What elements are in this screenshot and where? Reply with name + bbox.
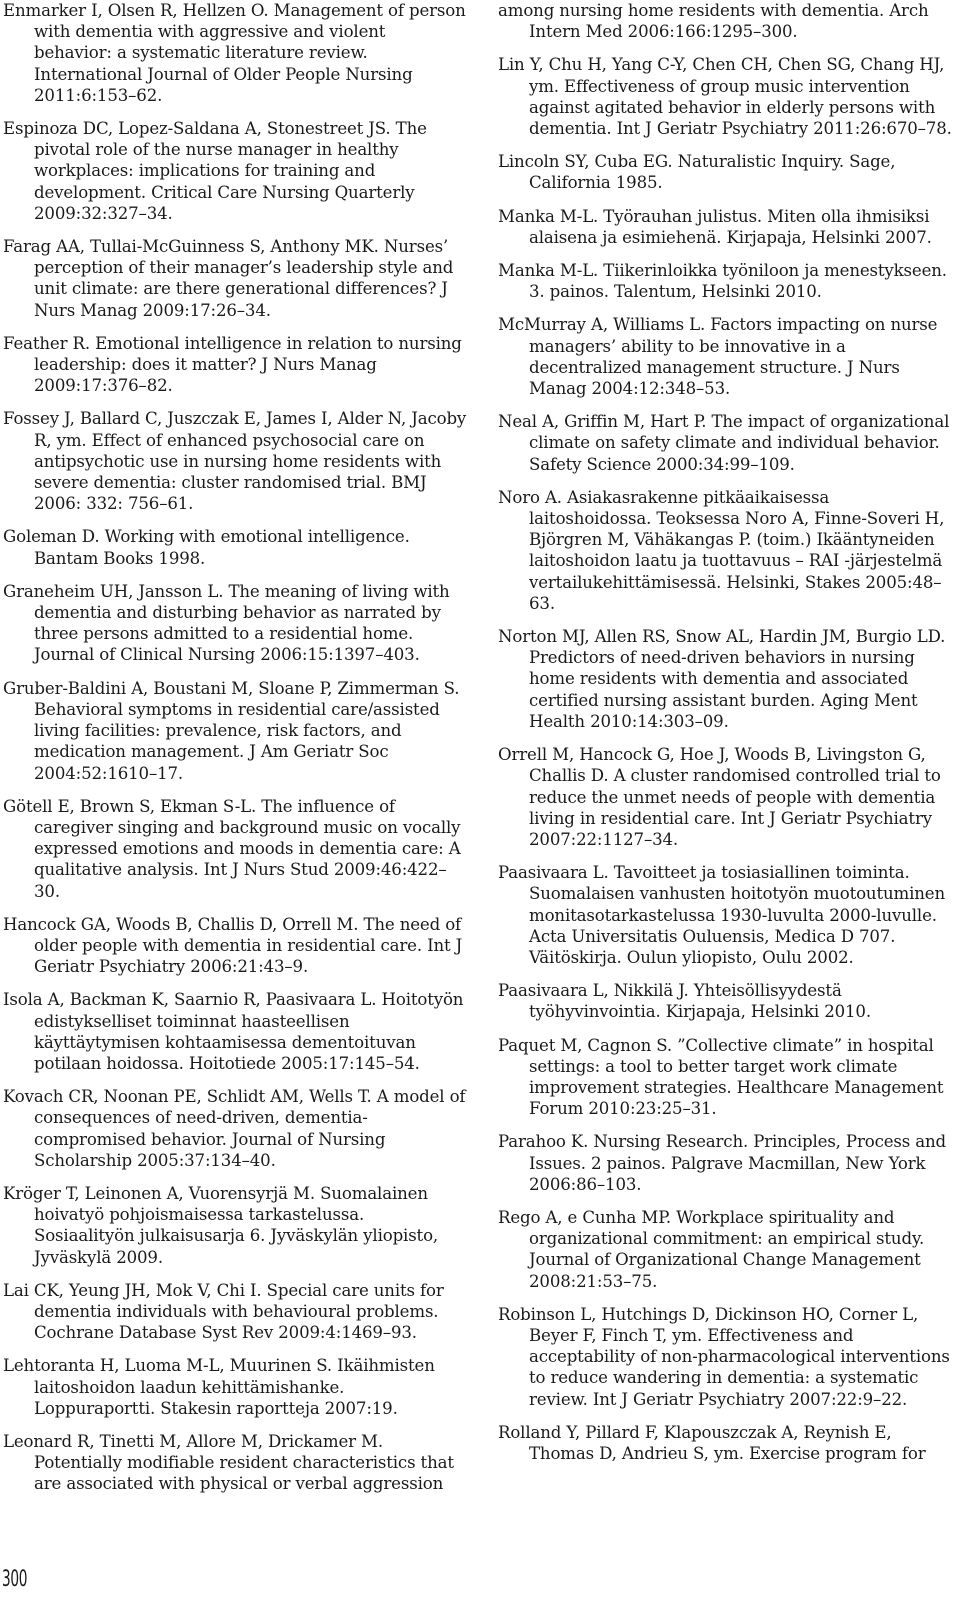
page-number: 300 — [2, 1567, 28, 1592]
reference-entry: Norton MJ, Allen RS, Snow AL, Hardin JM, Burgio LD. Predictors of need-driven behaviors in nursing home residents with dementia and associated certified nursing assistant burden. Aging Ment Health 2010:14:303–09. — [498, 627, 946, 731]
reference-list-right-column — [498, 0, 953, 1476]
reference-entry: Paasivaara L. Tavoitteet ja tosiasiallinen toiminta. Suomalaisen vanhusten hoitotyön muotoutuminen monitasotarkastelussa 1930-luvulta 2000-luvulle. Acta Universitatis Ouluensis, Medica D 707. Väitöskirja. Oulun yliopisto, Oulu 2002. — [498, 863, 946, 967]
reference-entry: Götell E, Brown S, Ekman S-L. The influence of caregiver singing and background music on vocally expressed emotions and moods in dementia care: A qualitative analysis. Int J Nurs Stud 2009:46:422–30. — [3, 796, 461, 901]
reference-entry: Kovach CR, Noonan PE, Schlidt AM, Wells T. A model of consequences of need-driven, dementia-compromised behavior. Journal of Nursing Scholarship 2005:37:134–40. — [3, 1087, 466, 1170]
reference-entry: Isola A, Backman K, Saarnio R, Paasivaara L. Hoitotyön edistykselliset toiminnat haasteellisen käyttäytymisen kohtaamisessa dementoituvan potilaan hoidossa. Hoitotiede 2005:17:145–54. — [3, 990, 464, 1073]
reference-entry: Rego A, e Cunha MP. Workplace spirituality and organizational commitment: an empirical study. Journal of Organizational Change Management 2008:21:53–75. — [498, 1207, 925, 1291]
reference-entry: Fossey J, Ballard C, Juszczak E, James I, Alder N, Jacoby R, ym. Effect of enhanced psychosocial care on antipsychotic use in nursing home residents with severe dementia: cluster randomised trial. BMJ 2006: 332: 756–61. — [3, 409, 467, 514]
reference-entry: Graneheim UH, Jansson L. The meaning of living with dementia and disturbing behavior as narrated by three persons admitted to a residential home. Journal of Clinical Nursing 2006:15:1397–403. — [3, 581, 450, 665]
reference-entry: Rolland Y, Pillard F, Klapouszczak A, Reynish E, Thomas D, Andrieu S, ym. Exercise program for — [498, 1422, 926, 1463]
reference-entry: Orrell M, Hancock G, Hoe J, Woods B, Livingston G, Challis D. A cluster randomised controlled trial to reduce the unmet needs of people with dementia living in residential care. Int J Geriatr Psychiatry 2007:22:1127–34. — [498, 745, 941, 849]
reference-entry: among nursing home residents with dementia. Arch Intern Med 2006:166:1295–300. — [498, 1, 929, 42]
reference-list-left-column — [3, 0, 468, 1507]
reference-entry: Farag AA, Tullai-McGuinness S, Anthony MK. Nurses’ perception of their manager’s leadership style and unit climate: are there generational differences? J Nurs Manag 2009:17:26–34. — [3, 237, 454, 320]
reference-entry: Neal A, Griffin M, Hart P. The impact of organizational climate on safety climate and individual behavior. Safety Science 2000:34:99–109. — [498, 412, 950, 474]
reference-entry: Paasivaara L, Nikkilä J. Yhteisöllisyydestä työhyvinvointia. Kirjapaja, Helsinki 2010. — [498, 981, 871, 1022]
reference-entry: Robinson L, Hutchings D, Dickinson HO, Corner L, Beyer F, Finch T, ym. Effectiveness and acceptability of non-pharmacological interventions to reduce wandering in dementia: a systematic review. Int J Geriatr Psychiatry 2007:22:9–22. — [498, 1304, 950, 1409]
reference-entry: Lehtoranta H, Luoma M-L, Muurinen S. Ikäihmisten laitoshoidon laadun kehittämishanke. Loppuraportti. Stakesin raportteja 2007:19. — [3, 1356, 435, 1418]
reference-entry: McMurray A, Williams L. Factors impacting on nurse managers’ ability to be innovative in a decentralized management structure. J Nurs Manag 2004:12:348–53. — [498, 315, 938, 399]
reference-entry: Manka M-L. Tiikerinloikka työniloon ja menestykseen. 3. painos. Talentum, Helsinki 2010. — [498, 261, 947, 302]
reference-entry: Gruber-Baldini A, Boustani M, Sloane P, Zimmerman S. Behavioral symptoms in residential care/assisted living facilities: prevalence, risk factors, and medication management. J Am Geriatr Soc 2004:52:1610–17. — [3, 678, 460, 783]
reference-entry: Lai CK, Yeung JH, Mok V, Chi I. Special care units for dementia individuals with behavioural problems. Cochrane Database Syst Rev 2009:4:1469–93. — [3, 1280, 444, 1343]
reference-entry: Parahoo K. Nursing Research. Principles, Process and Issues. 2 painos. Palgrave Macmillan, New York 2006:86–103. — [498, 1132, 946, 1194]
reference-entry: Manka M-L. Työrauhan julistus. Miten olla ihmisiksi alaisena ja esimiehenä. Kirjapaja, Helsinki 2007. — [498, 206, 932, 247]
reference-entry: Hancock GA, Woods B, Challis D, Orrell M. The need of older people with dementia in residential care. Int J Geriatr Psychiatry 2006:21:43–9. — [3, 914, 463, 977]
reference-entry: Leonard R, Tinetti M, Allore M, Drickamer M. Potentially modifiable resident characteristics that are associated with physical or verbal aggression — [3, 1431, 454, 1494]
reference-entry: Feather R. Emotional intelligence in relation to nursing leadership: does it matter? J Nurs Manag 2009:17:376–82. — [3, 333, 462, 396]
reference-entry: Enmarker I, Olsen R, Hellzen O. Management of person with dementia with aggressive and violent behavior: a systematic literature review. International Journal of Older People Nursing 2011:6:153–62. — [3, 1, 466, 105]
reference-entry: Kröger T, Leinonen A, Vuorensyrjä M. Suomalainen hoivatyö pohjoismaisessa tarkastelussa. Sosiaalityön julkaisusarja 6. Jyväskylän yliopisto, Jyväskylä 2009. — [3, 1183, 439, 1267]
reference-entry: Espinoza DC, Lopez-Saldana A, Stonestreet JS. The pivotal role of the nurse manager in healthy workplaces: implications for training and development. Critical Care Nursing Quarterly 2009:32:327–34. — [3, 119, 427, 223]
reference-entry: Goleman D. Working with emotional intelligence. Bantam Books 1998. — [3, 527, 410, 568]
reference-entry: Paquet M, Cagnon S. ”Collective climate” in hospital settings: a tool to better target work climate improvement strategies. Healthcare Management Forum 2010:23:25–31. — [498, 1035, 944, 1119]
reference-entry: Lincoln SY, Cuba EG. Naturalistic Inquiry. Sage, California 1985. — [498, 152, 896, 193]
reference-entry: Lin Y, Chu H, Yang C-Y, Chen CH, Chen SG, Chang HJ, ym. Effectiveness of group music intervention against agitated behavior in elderly persons with dementia. Int J Geriatr Psychiatry 2011:26:670–78. — [498, 55, 952, 139]
reference-entry: Noro A. Asiakasrakenne pitkäaikaisessa laitoshoidossa. Teoksessa Noro A, Finne-Soveri H, Björgren M, Vähäkangas P. (toim.) Ikääntyneiden laitoshoidon laatu ja tuottavuus – RAI -järjestelmä vertailukehittämisessä. Helsinki, Stakes 2005:48–63. — [498, 487, 945, 613]
